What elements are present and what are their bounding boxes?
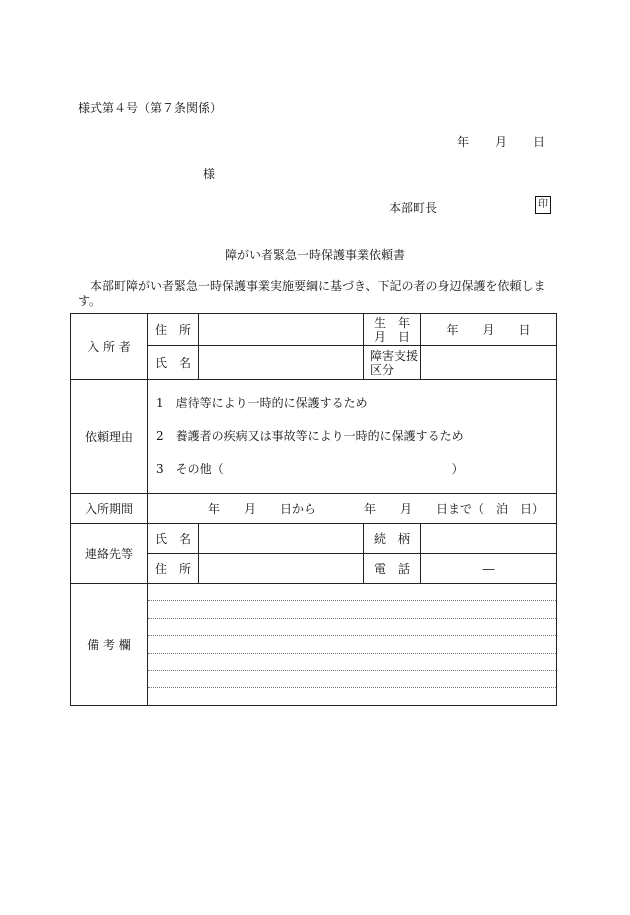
reason-option-2[interactable]: 2 養護者の疾病又は事故等により一時的に保護するため xyxy=(156,429,464,443)
remarks-line xyxy=(148,601,556,618)
address-label: 住 所 xyxy=(148,314,199,346)
recipient-suffix: 様 xyxy=(203,167,216,181)
remarks-line xyxy=(148,688,556,704)
remarks-field[interactable] xyxy=(148,584,557,706)
admitted-person-label: 入 所 者 xyxy=(71,314,148,380)
name-label: 氏 名 xyxy=(148,346,199,380)
relation-label: 続 柄 xyxy=(364,524,421,554)
date-month-label: 月 xyxy=(495,135,508,149)
period-field[interactable]: 年 月 日から 年 月 日まで（ 泊 日） xyxy=(148,494,557,524)
disability-category-field[interactable] xyxy=(421,346,557,380)
request-body xyxy=(78,279,554,309)
reason-label: 依頼理由 xyxy=(71,380,148,494)
remarks-line xyxy=(148,619,556,636)
remarks-line xyxy=(148,671,556,688)
request-form-table xyxy=(70,313,557,706)
reason-option-1[interactable]: 1 虐待等により一時的に保護するため xyxy=(156,396,368,410)
document-title: 障がい者緊急一時保護事業依頼書 xyxy=(224,248,405,262)
date-day-label: 日 xyxy=(533,135,546,149)
issuer-name: 本部町長 xyxy=(389,201,438,215)
relation-field[interactable] xyxy=(421,524,557,554)
contact-address-field[interactable] xyxy=(199,554,364,584)
disability-label-line1: 障害支援 xyxy=(370,348,419,363)
form-number: 様式第４号（第７条関係） xyxy=(78,101,223,115)
contact-address-label: 住 所 xyxy=(148,554,199,584)
birthdate-label-line2: 月 日 xyxy=(374,329,411,344)
remarks-line xyxy=(148,584,556,601)
remarks-line xyxy=(148,654,556,671)
phone-field[interactable]: ― xyxy=(421,554,557,584)
contact-name-label: 氏 名 xyxy=(148,524,199,554)
request-body-text: 本部町障がい者緊急一時保護事業実施要綱に基づき、下記の者の身辺保護を依頼します。 xyxy=(78,279,546,308)
disability-category-label xyxy=(364,346,421,380)
reason-option-3[interactable]: 3 その他（ ） xyxy=(156,462,464,476)
contact-name-field[interactable] xyxy=(199,524,364,554)
phone-label: 電 話 xyxy=(364,554,421,584)
remarks-label: 備 考 欄 xyxy=(71,584,148,706)
name-field[interactable] xyxy=(199,346,364,380)
date-year-label: 年 xyxy=(457,135,470,149)
birthdate-label xyxy=(364,314,421,346)
birthdate-label-line1: 生 年 xyxy=(374,315,411,330)
disability-label-line2: 区分 xyxy=(370,362,395,377)
reason-options xyxy=(148,380,557,494)
contact-label: 連絡先等 xyxy=(71,524,148,584)
birthdate-field[interactable]: 年 月 日 xyxy=(421,314,557,346)
remarks-line xyxy=(148,636,556,653)
issue-date xyxy=(457,133,545,150)
seal-mark: 印 xyxy=(535,196,551,214)
address-field[interactable] xyxy=(199,314,364,346)
period-label: 入所期間 xyxy=(71,494,148,524)
